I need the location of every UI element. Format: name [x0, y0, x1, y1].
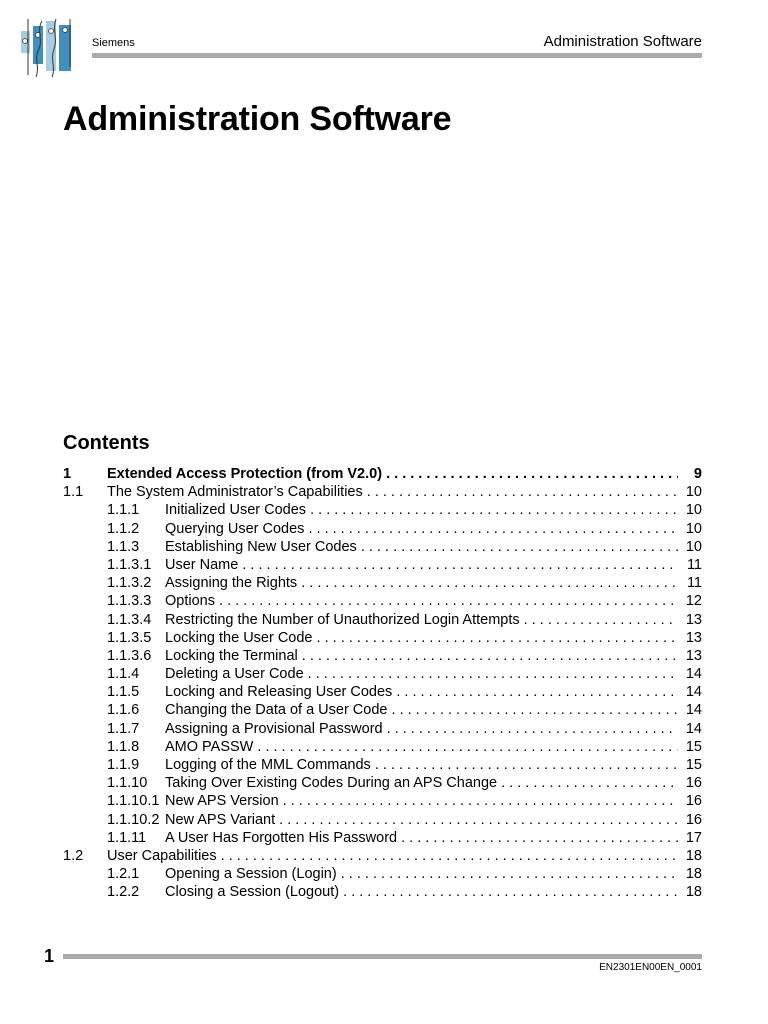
toc-entry-title: Changing the Data of a User Code . . . — [165, 701, 678, 719]
toc-entry-number: 1.1.10 — [107, 775, 148, 792]
toc-entry[interactable] — [63, 665, 702, 683]
toc-entry[interactable] — [63, 774, 702, 792]
toc-entry[interactable] — [63, 629, 702, 647]
toc-entry[interactable] — [63, 465, 702, 483]
toc-entry-page: 16 — [685, 793, 702, 810]
toc-entry-title: Locking the Terminal . . . — [165, 647, 678, 665]
company-name: Siemens — [92, 37, 135, 49]
toc-entry-title: Logging of the MML Commands . . . — [165, 756, 678, 774]
toc-entry-title: Deleting a User Code . . . — [165, 665, 678, 683]
toc-entry[interactable] — [63, 611, 702, 629]
toc-entry-title: Closing a Session (Logout) . . . — [165, 883, 678, 901]
toc-entry[interactable] — [63, 847, 702, 865]
toc-entry-page: 18 — [685, 866, 702, 883]
toc-entry-number: 1.1.4 — [107, 666, 140, 683]
toc-entry[interactable] — [63, 483, 702, 501]
toc-entry-number: 1.1.7 — [107, 720, 140, 737]
toc-entry[interactable] — [63, 865, 702, 883]
toc-entry-title: User Capabilities . . . — [107, 847, 678, 865]
toc-entry-page: 18 — [685, 847, 702, 864]
siemens-logo-icon — [18, 17, 76, 79]
toc-entry-page: 17 — [685, 829, 702, 846]
toc-entry[interactable] — [63, 756, 702, 774]
toc-entry-number: 1.1.3.5 — [107, 629, 152, 646]
toc-entry-number: 1.1.6 — [107, 702, 140, 719]
page-number: 1 — [44, 946, 55, 966]
header-title: Administration Software — [543, 33, 702, 50]
toc-entry-number: 1.1.3.2 — [107, 575, 152, 592]
toc-entry-number: 1.1.3.4 — [107, 611, 152, 628]
toc-entry-title: Initialized User Codes . . . — [165, 501, 678, 519]
toc-entry-page: 13 — [685, 629, 702, 646]
toc-entry-title: Taking Over Existing Codes During an APS Change . . . — [165, 774, 678, 792]
toc-entry-number: 1.1.3.3 — [107, 593, 152, 610]
toc-entry-page: 10 — [685, 520, 702, 537]
toc-entry-number: 1.1.1 — [107, 502, 140, 519]
toc-entry[interactable] — [63, 811, 702, 829]
toc-entry-page: 10 — [685, 484, 702, 501]
toc-entry-page: 14 — [685, 684, 702, 701]
toc-entry-title: New APS Variant . . . — [165, 811, 678, 829]
toc-entry-number: 1.1.3.6 — [107, 647, 152, 664]
toc-entry[interactable] — [63, 829, 702, 847]
toc-entry-title: AMO PASSW . . . — [165, 738, 678, 756]
toc-entry[interactable] — [63, 556, 702, 574]
toc-entry-page: 16 — [685, 811, 702, 828]
toc-entry[interactable] — [63, 792, 702, 810]
toc-entry-number: 1.1.2 — [107, 520, 140, 537]
toc-entry[interactable] — [63, 701, 702, 719]
toc-entry-title: Locking the User Code . . . — [165, 629, 678, 647]
table-of-contents — [63, 465, 702, 902]
toc-entry-title: Querying User Codes . . . — [165, 520, 678, 538]
toc-entry-page: 11 — [686, 556, 702, 573]
toc-entry-page: 12 — [685, 593, 702, 610]
toc-entry[interactable] — [63, 647, 702, 665]
toc-entry-page: 10 — [685, 502, 702, 519]
document-code: EN2301EN00EN_0001 — [599, 962, 702, 973]
toc-entry-page: 10 — [685, 538, 702, 555]
toc-entry-number: 1.1 — [63, 484, 84, 501]
toc-entry-title: Establishing New User Codes . . . — [165, 538, 678, 556]
toc-entry-page: 11 — [686, 575, 702, 592]
contents-heading: Contents — [63, 432, 150, 454]
toc-entry-title: Extended Access Protection (from V2.0) . . . — [107, 465, 678, 483]
toc-entry-number: 1.1.8 — [107, 738, 140, 755]
toc-entry[interactable] — [63, 738, 702, 756]
page-title: Administration Software — [63, 100, 452, 138]
toc-entry[interactable] — [63, 538, 702, 556]
toc-entry-title: New APS Version . . . — [165, 792, 678, 810]
toc-entry-page: 14 — [685, 666, 702, 683]
toc-entry-title: Opening a Session (Login) . . . — [165, 865, 678, 883]
toc-entry-number: 1.1.10.2 — [107, 811, 160, 828]
toc-entry-page: 18 — [685, 884, 702, 901]
toc-entry-title: The System Administrator’s Capabilities . . . — [107, 483, 678, 501]
toc-entry-page: 14 — [685, 702, 702, 719]
toc-entry-number: 1.1.3.1 — [107, 556, 152, 573]
toc-entry-title: Options . . . — [165, 592, 678, 610]
toc-entry[interactable] — [63, 520, 702, 538]
toc-entry[interactable] — [63, 574, 702, 592]
toc-entry-number: 1 — [63, 466, 72, 482]
toc-entry-title: Restricting the Number of Unauthorized Login Attempts . . . — [165, 611, 678, 629]
header-divider — [92, 53, 702, 58]
toc-entry[interactable] — [63, 883, 702, 901]
toc-entry-number: 1.2.1 — [107, 866, 140, 883]
toc-entry-page: 15 — [685, 738, 702, 755]
toc-entry-number: 1.1.11 — [107, 829, 147, 846]
toc-entry-title: Assigning a Provisional Password . . . — [165, 720, 678, 738]
toc-entry-page: 14 — [685, 720, 702, 737]
toc-entry-page: 16 — [685, 775, 702, 792]
toc-entry-number: 1.2.2 — [107, 884, 140, 901]
toc-entry-page: 9 — [693, 466, 702, 482]
toc-entry-title: Locking and Releasing User Codes . . . — [165, 683, 678, 701]
toc-entry-number: 1.1.10.1 — [107, 793, 160, 810]
toc-entry-number: 1.1.3 — [107, 538, 140, 555]
toc-entry[interactable] — [63, 501, 702, 519]
toc-entry-number: 1.2 — [63, 847, 84, 864]
toc-entry-number: 1.1.9 — [107, 757, 140, 773]
toc-entry[interactable] — [63, 683, 702, 701]
toc-entry-title: A User Has Forgotten His Password . . . — [165, 829, 678, 847]
footer-divider — [63, 954, 702, 959]
toc-entry-number: 1.1.5 — [107, 684, 140, 701]
toc-entry-page: 13 — [685, 611, 702, 628]
toc-entry-page: 13 — [685, 647, 702, 664]
toc-entry-title: Assigning the Rights . . . — [165, 574, 678, 592]
toc-entry-page: 15 — [685, 757, 702, 773]
toc-entry[interactable] — [63, 720, 702, 738]
toc-entry-title: User Name . . . — [165, 556, 678, 574]
toc-entry[interactable] — [63, 592, 702, 610]
